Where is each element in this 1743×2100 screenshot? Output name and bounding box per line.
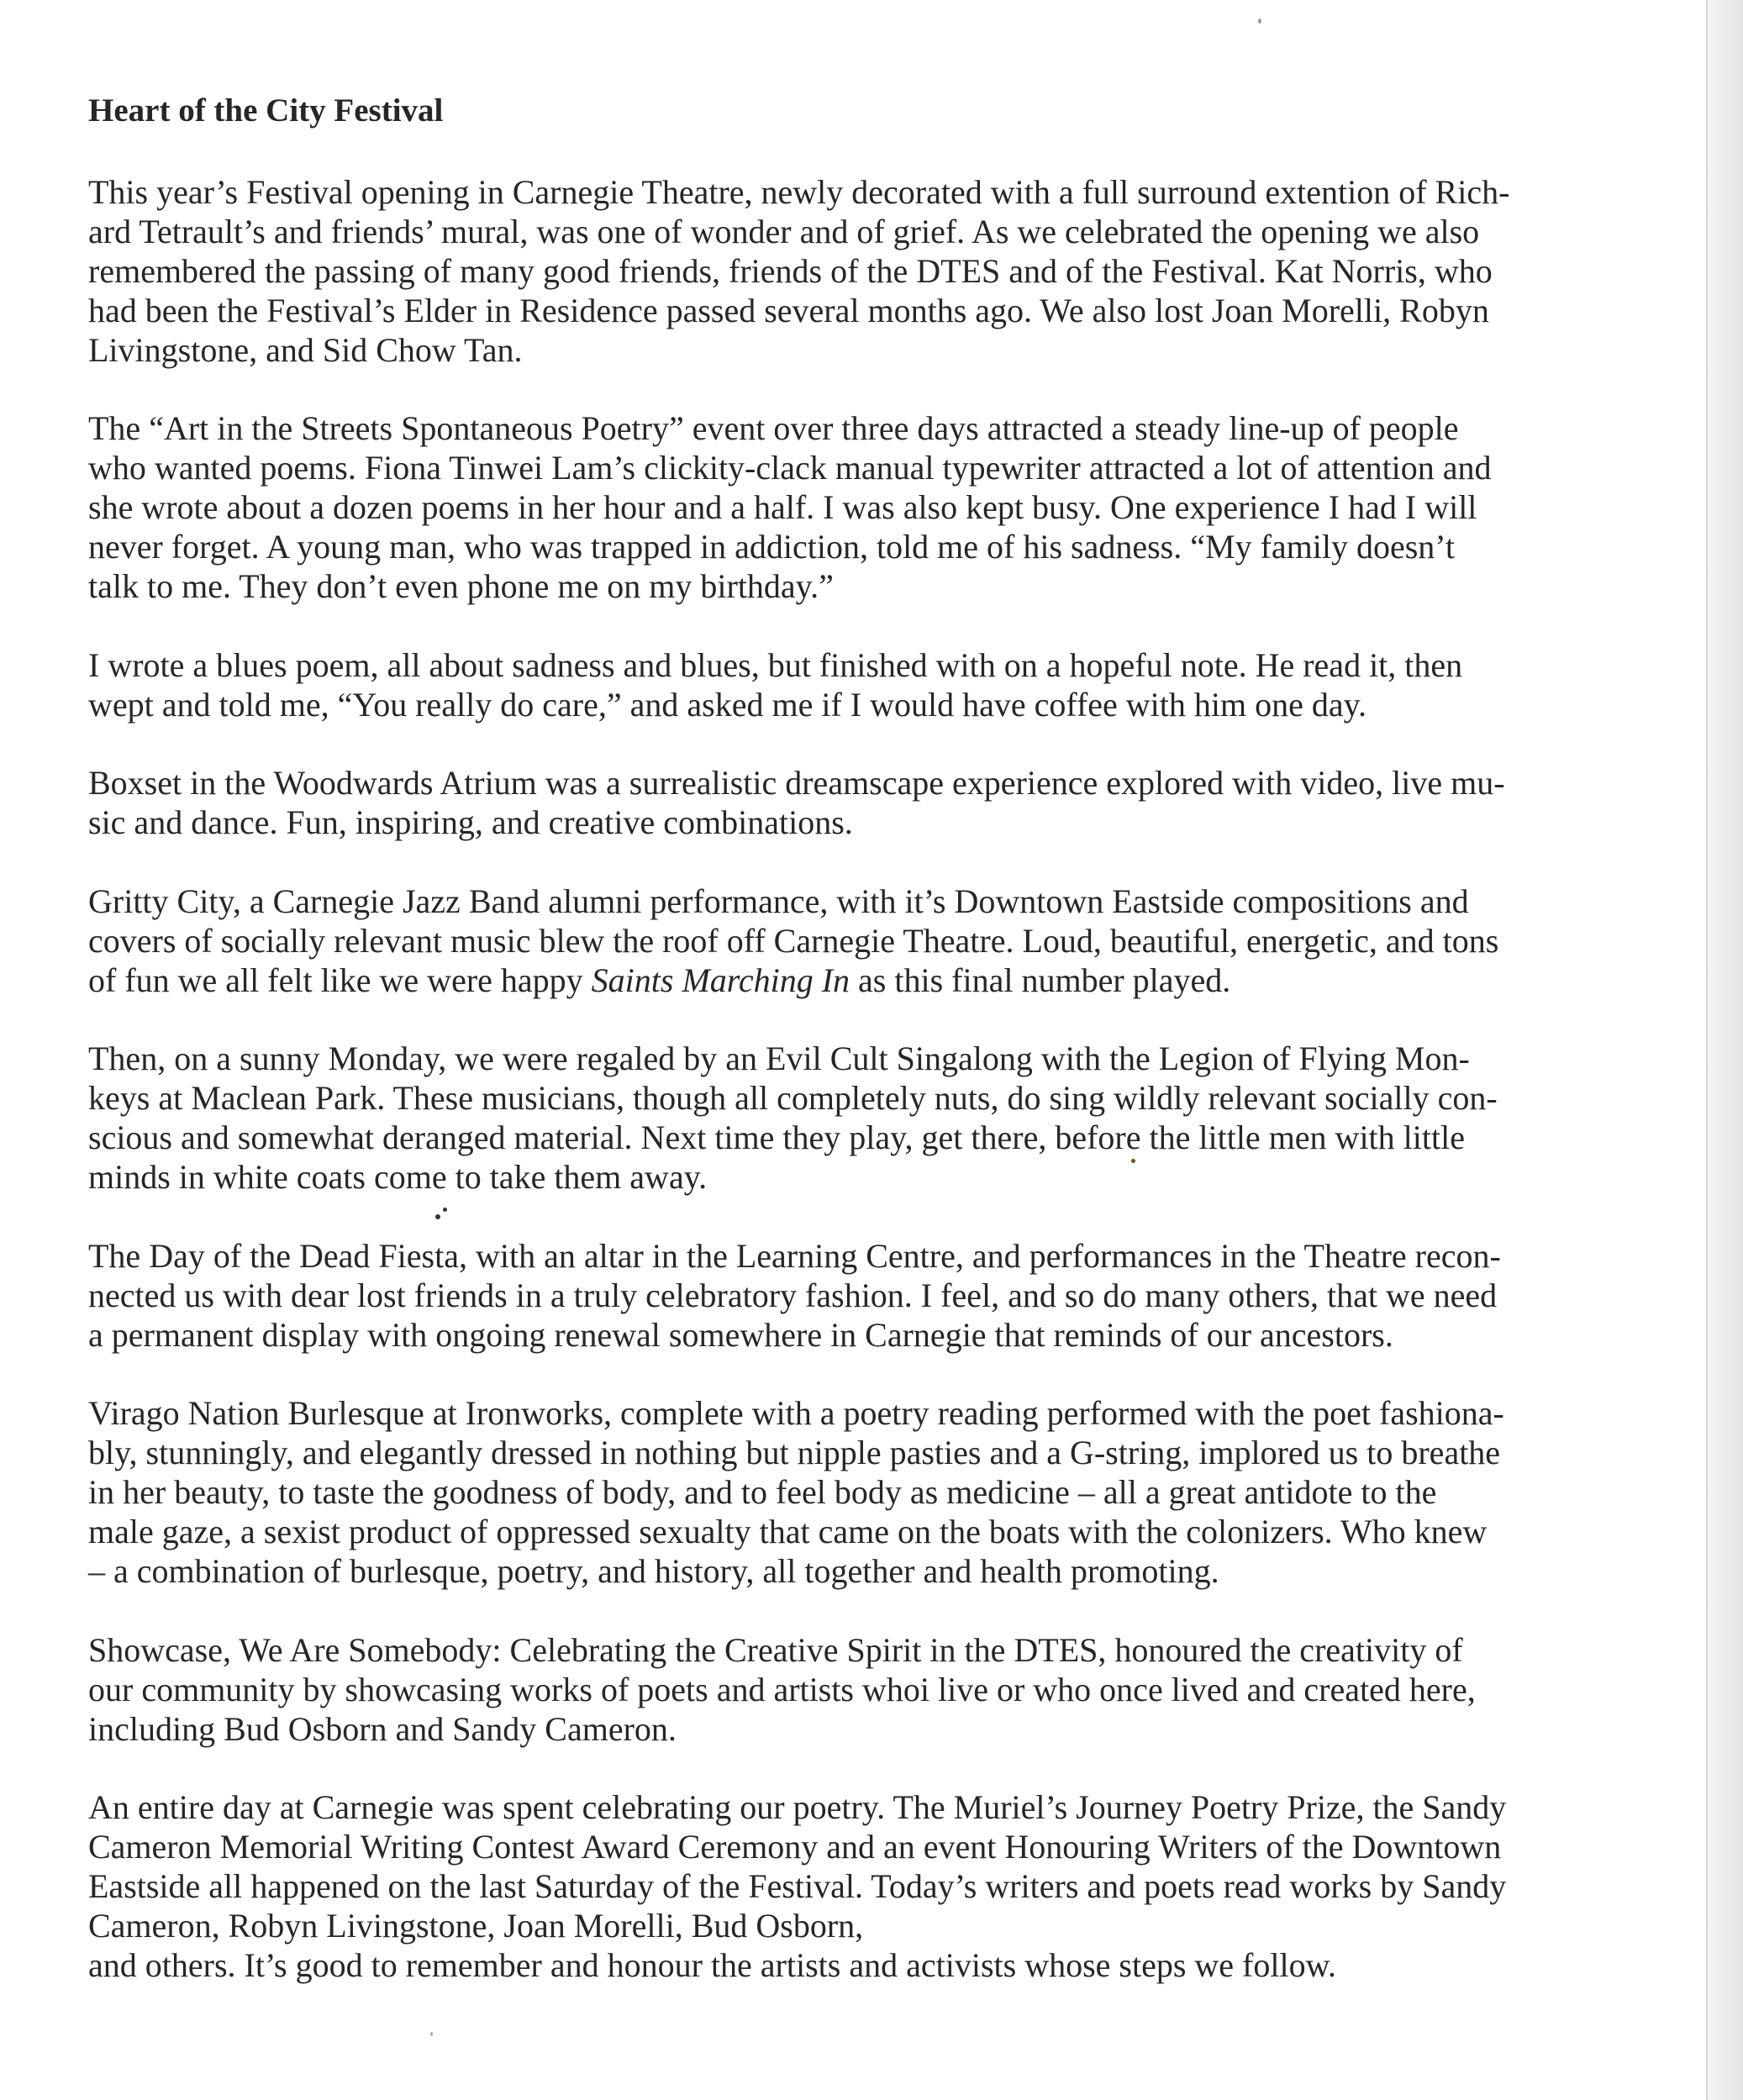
paragraph-day-of-the-dead — [88, 1236, 1668, 1355]
scan-speck — [443, 1208, 447, 1212]
text-line: Cameron, Robyn Livingstone, Joan Morelli, Bud Osborn, — [88, 1907, 864, 1945]
text-line: including Bud Osborn and Sandy Cameron. — [88, 1710, 677, 1748]
text-line: The “Art in the Streets Spontaneous Poetry” event over three days attracted a steady line-up of people — [88, 409, 1459, 447]
paragraph-festival-opening — [88, 172, 1668, 370]
text-line: Cameron Memorial Writing Contest Award Ceremony and an event Honouring Writers of the Downtown — [88, 1828, 1502, 1866]
paragraph-virago-nation — [88, 1393, 1668, 1591]
text-line: in her beauty, to taste the goodness of body, and to feel body as medicine – all a great antidote to the — [88, 1473, 1437, 1511]
text-line: male gaze, a sexist product of oppressed sexualty that came on the boats with the colonizers. Who knew — [88, 1513, 1488, 1550]
text-line: talk to me. They don’t even phone me on my birthday.” — [88, 567, 834, 605]
text-line: The Day of the Dead Fiesta, with an altar in the Learning Centre, and performances in the Theatre recon- — [88, 1237, 1501, 1275]
text-line: Livingstone, and Sid Chow Tan. — [88, 331, 523, 369]
text-line: Boxset in the Woodwards Atrium was a surrealistic dreamscape experience explored with video, live mu- — [88, 764, 1505, 802]
scan-speck — [1258, 18, 1261, 24]
text-line: she wrote about a dozen poems in her hour and a half. I was also kept busy. One experience I had I will — [88, 488, 1477, 526]
scan-speck — [1131, 1159, 1135, 1163]
text-line: This year’s Festival opening in Carnegie Theatre, newly decorated with a full surround extention of Rich- — [88, 173, 1510, 211]
paragraph-poetry-day — [88, 1787, 1668, 1985]
text-line: ard Tetrault’s and friends’ mural, was one of wonder and of grief. As we celebrated the opening we also — [88, 213, 1480, 250]
text-line: who wanted poems. Fiona Tinwei Lam’s clickity-clack manual typewriter attracted a lot of attention and — [88, 449, 1492, 487]
text-line: sic and dance. Fun, inspiring, and creative combinations. — [88, 803, 853, 841]
paragraph-showcase — [88, 1630, 1668, 1749]
text-run: as this final number played. — [850, 961, 1231, 999]
text-line: Virago Nation Burlesque at Ironworks, complete with a poetry reading performed with the poet fashiona- — [88, 1394, 1504, 1432]
scan-speck — [435, 1214, 440, 1219]
paragraph-boxset — [88, 763, 1668, 842]
text-line: Eastside all happened on the last Saturday of the Festival. Today’s writers and poets read works by Sandy — [88, 1867, 1507, 1905]
text-line: – a combination of burlesque, poetry, and history, all together and health promoting. — [88, 1552, 1219, 1590]
text-line: remembered the passing of many good friends, friends of the DTES and of the Festival. Kat Norris, who — [88, 252, 1493, 290]
text-line: and others. It’s good to remember and honour the artists and activists whose steps we follow. — [88, 1946, 1336, 1984]
text-line: Then, on a sunny Monday, we were regaled by an Evil Cult Singalong with the Legion of Flying Mon- — [88, 1039, 1470, 1077]
paragraph-evil-cult-singalong — [88, 1039, 1668, 1197]
page-title: Heart of the City Festival — [88, 92, 444, 129]
text-line: covers of socially relevant music blew the roof off Carnegie Theatre. Loud, beautiful, energetic, and tons — [88, 922, 1499, 960]
text-line: I wrote a blues poem, all about sadness and blues, but finished with on a hopeful note. He read it, then — [88, 646, 1463, 684]
text-line: keys at Maclean Park. These musicians, though all completely nuts, do sing wildly relevant socially con- — [88, 1079, 1498, 1117]
text-line-with-italic — [88, 961, 1668, 1000]
text-line: wept and told me, “You really do care,” and asked me if I would have coffee with him one day. — [88, 686, 1367, 724]
text-run: of fun we all felt like we were happy — [88, 961, 592, 999]
paragraph-blues-poem — [88, 645, 1668, 724]
text-line: Showcase, We Are Somebody: Celebrating the Creative Spirit in the DTES, honoured the creativity of — [88, 1631, 1463, 1669]
italic-song-title: Saints Marching In — [591, 961, 850, 999]
text-line: bly, stunningly, and elegantly dressed in nothing but nipple pasties and a G-string, implored us to breathe — [88, 1434, 1501, 1471]
page-edge-shadow — [1706, 0, 1743, 2100]
paragraph-spontaneous-poetry — [88, 408, 1668, 606]
text-line: nected us with dear lost friends in a truly celebratory fashion. I feel, and so do many others, that we need — [88, 1276, 1498, 1314]
text-line: our community by showcasing works of poets and artists whoi live or who once lived and created here, — [88, 1671, 1476, 1708]
text-line: never forget. A young man, who was trapped in addiction, told me of his sadness. “My family doesn’t — [88, 528, 1456, 566]
text-line: minds in white coats come to take them away. — [88, 1158, 708, 1196]
text-line: An entire day at Carnegie was spent celebrating our poetry. The Muriel’s Journey Poetry Prize, the Sandy — [88, 1788, 1507, 1826]
paragraph-gritty-city — [88, 882, 1668, 1000]
text-line: scious and somewhat deranged material. Next time they play, get there, before the little men with little — [88, 1118, 1465, 1156]
text-line: Gritty City, a Carnegie Jazz Band alumni performance, with it’s Downtown Eastside compositions and — [88, 882, 1469, 920]
text-line: a permanent display with ongoing renewal somewhere in Carnegie that reminds of our ancestors. — [88, 1316, 1393, 1354]
scan-speck — [430, 2032, 433, 2036]
text-line: had been the Festival’s Elder in Residence passed several months ago. We also lost Joan Morelli, Robyn — [88, 292, 1489, 329]
